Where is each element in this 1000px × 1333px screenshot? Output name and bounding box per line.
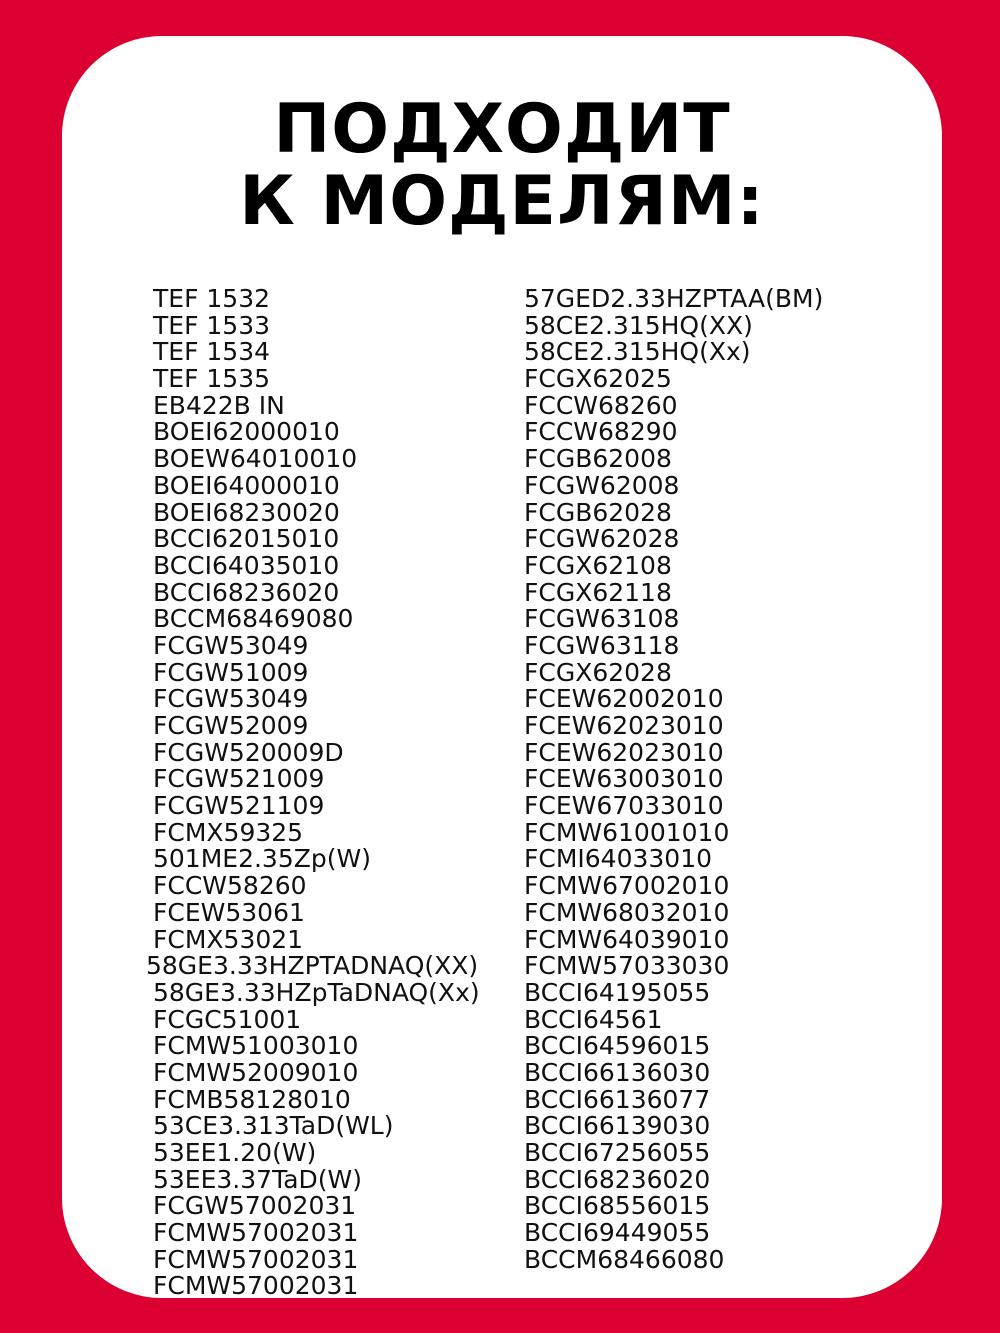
model-list-item: FCGX62028 (524, 657, 672, 687)
model-list-item: 501ME2.35Zp(W) (153, 844, 371, 874)
model-list-item: FCEW53061 (153, 897, 305, 927)
model-list-item: FCGW521109 (153, 791, 325, 821)
model-list-item: TEF 1535 (153, 364, 271, 394)
model-list-item: BCCI64195055 (524, 977, 711, 1007)
model-list-item: 57GED2.33HZPTAA(BM) (524, 284, 824, 313)
model-list-item: FCGB62028 (524, 497, 672, 527)
model-list-item: BCCI69449055 (524, 1218, 711, 1248)
info-card (62, 36, 942, 1298)
model-list-item: FCMB58128010 (153, 1084, 351, 1114)
model-list-item: BCCI66139030 (524, 1111, 711, 1141)
model-list-item: FCMW67002010 (524, 871, 730, 901)
model-list-item: FCGW63108 (524, 604, 680, 634)
models-list-right (524, 286, 823, 1273)
model-list-item: BCCI68236020 (153, 577, 340, 607)
model-list-item: FCMI64033010 (524, 844, 713, 874)
model-list-item: 53EE3.37TaD(W) (153, 1164, 362, 1194)
model-list-item: FCMW52009010 (153, 1057, 359, 1087)
model-list-item: FCGW63118 (524, 630, 680, 660)
model-list-item: 58CE2.315HQ(XX) (524, 310, 753, 340)
model-list-item: FCGC51001 (153, 1004, 302, 1034)
model-list-item: TEF 1533 (153, 310, 271, 340)
model-list-item: FCGW57002031 (153, 1191, 357, 1221)
model-list-item: FCMW57002031 (153, 1271, 359, 1298)
model-list-item: FCEW62002010 (524, 684, 724, 714)
model-list-item: 58GE3.33HZpTaDNAQ(Xx) (153, 977, 480, 1007)
model-list-item: FCEW62023010 (524, 737, 724, 767)
model-list-item: FCMW57033030 (524, 951, 730, 981)
model-list-item: FCMW68032010 (524, 897, 730, 927)
model-list-item: FCMW61001010 (524, 817, 730, 847)
model-list-item: TEF 1532 (153, 284, 271, 313)
model-list-item: EB422B IN (153, 390, 285, 420)
model-list-item: FCGW53049 (153, 630, 309, 660)
model-list-item: BCCI66136077 (524, 1084, 711, 1114)
model-list-item: FCEW62023010 (524, 711, 724, 740)
model-list-item: BCCI62015010 (153, 524, 340, 554)
model-list-item: FCEW63003010 (524, 764, 724, 794)
model-list-item: TEF 1534 (153, 337, 271, 367)
model-list-item: FCGW62028 (524, 524, 680, 554)
model-list-item: BCCI66136030 (524, 1057, 711, 1087)
model-list-item: FCGW62008 (524, 470, 680, 500)
model-list-item: BCCI68236020 (524, 1164, 711, 1194)
model-list-item: FCGW521009 (153, 764, 325, 794)
model-list-item: FCGW520009D (153, 737, 344, 767)
model-list-item: FCMW64039010 (524, 924, 730, 954)
model-list-item: FCGX62118 (524, 577, 672, 607)
model-list-item: FCCW58260 (153, 871, 307, 901)
model-list-item: FCGW51009 (153, 657, 309, 687)
model-list-item: FCGB62008 (524, 444, 672, 474)
title-line-2: К МОДЕЛЯМ: (239, 162, 765, 241)
page-title (62, 90, 942, 241)
model-list-item: BOEI64000010 (153, 470, 340, 500)
model-list-item: BCCI64035010 (153, 550, 340, 580)
model-list-item: 58CE2.315HQ(Xx) (524, 337, 751, 367)
models-list-left (146, 284, 480, 1298)
model-list-item: FCCW68290 (524, 417, 678, 447)
model-list-item: 53EE1.20(W) (153, 1138, 317, 1167)
model-list-item: FCMW51003010 (153, 1031, 359, 1061)
model-list-item: FCEW67033010 (524, 791, 724, 821)
model-list-item: FCGX62108 (524, 550, 672, 580)
model-list-item: BCCI68556015 (524, 1191, 711, 1221)
model-list-item: 53CE3.313TaD(WL) (153, 1111, 394, 1141)
model-list-item: BCCM68469080 (153, 604, 354, 634)
model-list-item: FCGW53049 (153, 684, 309, 714)
model-list-item: BCCI64561 (524, 1004, 663, 1034)
title-line-1: ПОДХОДИТ (273, 90, 731, 169)
model-list-item: BOEW64010010 (153, 444, 358, 474)
model-list-item: FCMX53021 (153, 924, 304, 954)
model-list-item: FCMW57002031 (153, 1218, 359, 1248)
model-list-item: BCCM68466080 (524, 1244, 725, 1274)
model-list-item: BOEI68230020 (153, 497, 340, 527)
model-list-item: FCCW68260 (524, 390, 678, 420)
model-list-item: 58GE3.33HZPTADNAQ(XX) (146, 951, 479, 981)
model-list-item: BCCI67256055 (524, 1138, 711, 1167)
model-list-item: FCGW52009 (153, 711, 309, 740)
model-list-item: FCMX59325 (153, 817, 304, 847)
model-list-item: BOEI62000010 (153, 417, 340, 447)
model-list-item: FCMW57002031 (153, 1244, 359, 1274)
model-list-item: FCGX62025 (524, 364, 672, 394)
model-list-item: BCCI64596015 (524, 1031, 711, 1061)
